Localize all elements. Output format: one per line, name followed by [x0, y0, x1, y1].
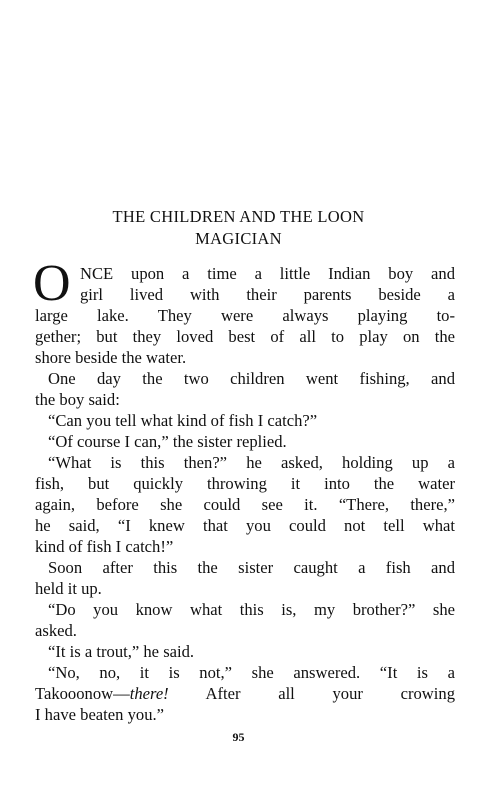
text-line: kind of fish I catch!”: [35, 537, 174, 556]
text-line: large lake. They were always playing to-: [35, 306, 455, 325]
chapter-title-line-1: THE CHILDREN AND THE LOON: [112, 207, 365, 226]
text-line: One day the two children went fishing, and: [48, 369, 455, 388]
text-line: “No, no, it is not,” she answered. “It is a: [48, 663, 455, 682]
text-line: [35, 683, 455, 705]
text-line: the boy said:: [35, 390, 120, 409]
page-number: 95: [232, 730, 245, 744]
text-fragment: Takooonow—: [35, 684, 130, 703]
text-line: “Do you know what this is, my brother?” she: [48, 600, 455, 619]
text-line: “Of course I can,” the sister replied.: [48, 432, 287, 451]
text-line: Soon after this the sister caught a fish and: [48, 558, 455, 577]
text-line: “It is a trout,” he said.: [48, 642, 195, 661]
text-line: he said, “I knew that you could not tell what: [35, 516, 455, 535]
text-line: NCE upon a time a little Indian boy and: [80, 264, 455, 283]
drop-cap: O: [33, 255, 71, 312]
text-line: “What is this then?” he asked, holding up a: [48, 453, 455, 472]
text-line: shore beside the water.: [35, 348, 187, 367]
text-line: held it up.: [35, 579, 102, 598]
text-line: again, before she could see it. “There, there,”: [35, 495, 455, 514]
text-line: asked.: [35, 621, 77, 640]
chapter-title-line-2: MAGICIAN: [195, 229, 282, 248]
emphasis-text: there!: [129, 684, 169, 703]
text-line: I have beaten you.”: [35, 705, 164, 724]
text-fragment: After all your crowing: [168, 684, 455, 703]
text-line: girl lived with their parents beside a: [80, 285, 455, 304]
text-line: “Can you tell what kind of fish I catch?”: [48, 411, 318, 430]
text-line: gether; but they loved best of all to play on the: [35, 327, 455, 346]
text-line: fish, but quickly throwing it into the water: [35, 474, 455, 493]
